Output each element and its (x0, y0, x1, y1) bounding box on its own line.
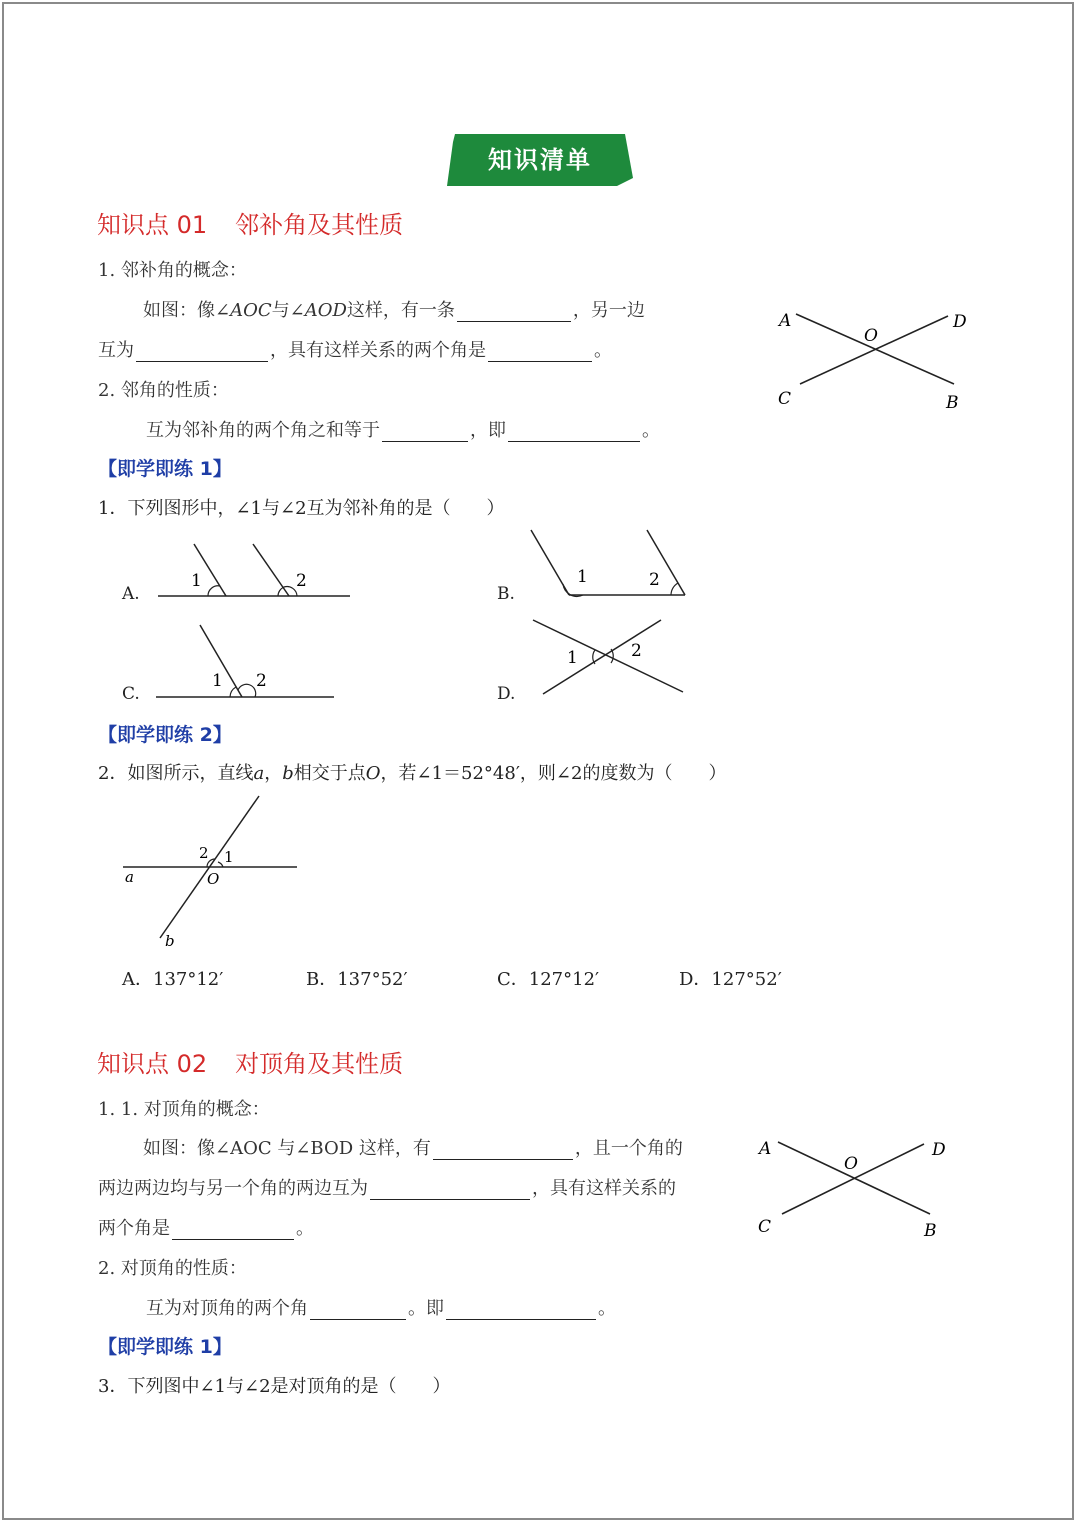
kp1-figure (770, 300, 980, 420)
kp2-concept-line2: 两边两边均与另一个角的两边互为 ，具有这样关系的 (98, 1178, 676, 1199)
kp2-number: 知识点 02 (97, 1050, 208, 1078)
svg-text:b: b (165, 932, 175, 950)
svg-text:C: C (758, 1217, 772, 1237)
q2-figure (115, 790, 315, 955)
q2-option-c[interactable]: C．127°12′ (497, 969, 600, 990)
q2-option-a[interactable]: A．137°12′ (122, 969, 224, 990)
svg-text:2: 2 (256, 671, 267, 691)
practice-2-heading: 【即学即练 2】 (98, 724, 232, 746)
q2-option-d[interactable]: D．127°52′ (679, 969, 782, 990)
kp2-property-title: 2. 对顶角的性质： (98, 1258, 247, 1279)
blank-4[interactable] (382, 421, 468, 442)
q1-option-b-label[interactable]: B. (497, 584, 515, 604)
svg-text:B: B (924, 1221, 937, 1241)
svg-text:O: O (844, 1154, 858, 1174)
kp1-concept-line2: 互为 ，具有这样关系的两个角是 。 (98, 340, 612, 361)
q1-option-c-label[interactable]: C. (122, 684, 140, 704)
kp1-title: 邻补角及其性质 (235, 211, 404, 239)
svg-text:A: A (759, 1139, 772, 1159)
svg-text:1: 1 (577, 567, 588, 587)
svg-text:2: 2 (199, 844, 209, 862)
kp1-property-title: 2. 邻角的性质： (98, 380, 229, 401)
kp1-number: 知识点 01 (97, 211, 208, 239)
svg-text:O: O (207, 870, 220, 888)
svg-text:D: D (932, 1140, 946, 1160)
kp2-title: 对顶角及其性质 (235, 1050, 404, 1078)
kp2-heading (97, 1044, 403, 1079)
label-c: C (778, 389, 792, 409)
question-2: 2．如图所示，直线a，b相交于点O，若∠1＝52°48′，则∠2的度数为（ ） (98, 763, 727, 784)
blank-8[interactable] (172, 1219, 294, 1240)
kp2-concept-line3: 两个角是 。 (98, 1218, 314, 1239)
q2-option-b[interactable]: B．137°52′ (306, 969, 408, 990)
svg-text:1: 1 (224, 848, 234, 866)
q1-option-a-label[interactable]: A. (122, 584, 140, 604)
q1-option-a-figure[interactable] (150, 538, 360, 608)
banner-title: 知识清单 (488, 146, 592, 174)
svg-text:1: 1 (212, 671, 223, 691)
label-o: O (864, 326, 878, 346)
question-3: 3．下列图中∠1与∠2是对顶角的是（ ） (98, 1376, 451, 1397)
svg-text:2: 2 (631, 641, 642, 661)
kp2-concept-line1: 如图：像∠AOC 与∠BOD 这样，有 ，且一个角的 (143, 1138, 683, 1159)
svg-text:a: a (125, 868, 134, 886)
blank-1[interactable] (457, 301, 571, 322)
kp1-concept-line1: 如图：像∠AOC与∠AOD这样，有一条 ，另一边 (143, 300, 645, 321)
q1-option-b-figure[interactable] (525, 526, 700, 606)
q1-option-d-label[interactable]: D. (497, 684, 516, 704)
question-1: 1．下列图形中，∠1与∠2互为邻补角的是（ ） (98, 498, 505, 519)
svg-text:1: 1 (567, 648, 578, 668)
label-a: A (779, 311, 792, 331)
label-b: B (946, 393, 959, 413)
kp2-figure (752, 1130, 962, 1250)
practice-1-heading: 【即学即练 1】 (98, 458, 232, 480)
q1-option-c-figure[interactable] (150, 620, 345, 705)
practice-3-heading: 【即学即练 1】 (98, 1336, 232, 1358)
blank-5[interactable] (508, 421, 640, 442)
kp1-heading (97, 205, 403, 240)
blank-10[interactable] (446, 1299, 596, 1320)
blank-2[interactable] (136, 341, 268, 362)
svg-text:2: 2 (649, 570, 660, 590)
kp1-concept-title: 1. 邻补角的概念： (98, 260, 247, 281)
label-d: D (953, 312, 967, 332)
svg-text:1: 1 (191, 571, 202, 591)
q1-option-d-figure[interactable] (525, 612, 695, 702)
svg-text:2: 2 (296, 571, 307, 591)
kp2-property-line: 互为对顶角的两个角 。即 。 (146, 1298, 616, 1319)
blank-3[interactable] (488, 341, 592, 362)
kp1-property-line: 互为邻补角的两个角之和等于 ，即 。 (146, 420, 660, 441)
blank-7[interactable] (370, 1179, 530, 1200)
blank-9[interactable] (310, 1299, 406, 1320)
kp2-concept-title: 1. 1. 对顶角的概念： (98, 1099, 270, 1120)
blank-6[interactable] (433, 1139, 573, 1160)
